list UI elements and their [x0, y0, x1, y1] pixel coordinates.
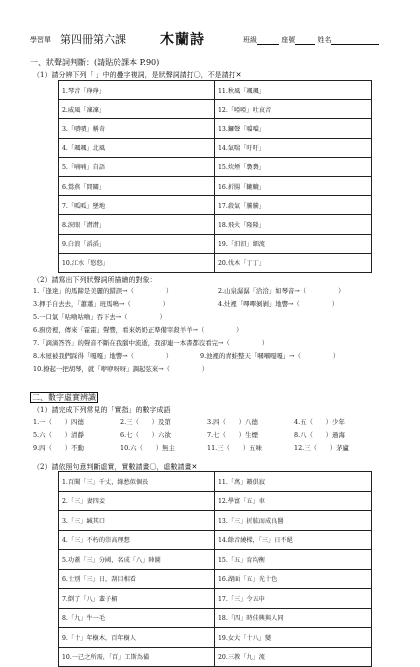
q2-line-4[interactable]: 4.灶裡「嗶嗶剝剝」地響→（ ）: [218, 300, 339, 308]
section2-q1-instruction: （1）請完成下列常見的「實指」的數字成語: [33, 406, 171, 414]
section1-row: [59, 234, 372, 253]
q2-line-6[interactable]: 6.廚房裡，傳來「霍霍」聲響，看來奶奶正準備宰殺羊羊→（ ）: [33, 326, 243, 334]
section1-item[interactable]: 20.伐木「丁丁」: [215, 253, 372, 272]
section1-row: [59, 157, 372, 176]
section1-row: [59, 81, 372, 100]
section2-item[interactable]: 6.士別「三」日，刮目相看: [59, 569, 215, 589]
q2-line-10[interactable]: 10.撩起一把胡琴，就「咿咿呀呀」調起弦來→（ ）: [33, 365, 209, 373]
section1-table: [58, 80, 372, 273]
section1-item[interactable]: 5.「喃喃」自語: [59, 157, 215, 176]
idiom-item[interactable]: 3.四（ ）八德: [207, 418, 258, 426]
section2-item[interactable]: 1.百聞「三」千丈，緣愁似個長: [59, 472, 215, 492]
section1-item[interactable]: 15.炊煙「裊裊」: [215, 157, 372, 176]
section1-item[interactable]: 1.琴音「琤琤」: [59, 81, 215, 100]
section1-item[interactable]: 12.「啞啞」吐哀音: [215, 100, 372, 119]
idiom-item[interactable]: 12.三（ ）茅廬: [294, 444, 349, 452]
section2-row: [59, 491, 372, 511]
section2-row: [59, 511, 372, 531]
section2-item[interactable]: 18.「四」時佳興與人同: [215, 608, 372, 628]
section1-row: [59, 253, 372, 272]
idiom-item[interactable]: 8.八（ ）過海: [294, 431, 345, 439]
seat-blank[interactable]: [295, 37, 315, 45]
worksheet-label: 學習單: [30, 36, 51, 44]
lesson-title: 木蘭詩: [160, 32, 205, 48]
idiom-item[interactable]: 10.六（ ）無主: [120, 444, 175, 452]
section1-q2-instruction: （2）請寫出下列狀聲詞所描繪的對象：: [33, 276, 157, 284]
section2-title: [30, 392, 98, 403]
section1-item[interactable]: 9.白浪「滔滔」: [59, 234, 215, 253]
name-label: 姓名: [317, 36, 332, 44]
idiom-item[interactable]: 2.三（ ）及第: [120, 418, 171, 426]
idiom-item[interactable]: 1.一（ ）四德: [33, 418, 84, 426]
section1-item[interactable]: 16.折腸「轆轆」: [215, 176, 372, 195]
section1-item[interactable]: 10.江水「悠悠」: [59, 253, 215, 272]
section2-item[interactable]: 5.功蓋「三」分國，名成「八」陣圖: [59, 550, 215, 570]
section2-item[interactable]: 13.「三」折肱而成良醫: [215, 511, 372, 531]
q2-line-1[interactable]: 1.「逢達」的馬蹄是美麗的錯誤→（ ）: [33, 287, 173, 295]
section1-q1-instruction: （1）請分辨下列「 」中的疊字複詞，是狀聲詞請打〇，不是請打✕: [33, 71, 242, 79]
section1-row: [59, 100, 372, 119]
section2-row: [59, 647, 372, 667]
section1-item[interactable]: 19.「汨汨」細流: [215, 234, 372, 253]
idiom-item[interactable]: 11.三（ ）五味: [207, 444, 262, 452]
q2-line-8[interactable]: 8.木屋被我們踩得「嘎嘎」地響→（ ）: [33, 352, 173, 360]
section1-row: [59, 176, 372, 195]
class-blank[interactable]: [257, 37, 279, 45]
course-title: 第四冊第六課: [60, 33, 126, 46]
section1-item[interactable]: 17.殺氣「騰騰」: [215, 196, 372, 215]
section1-item[interactable]: 6.鶯燕「間關」: [59, 176, 215, 195]
section1-item[interactable]: 11.秋風「颯颯」: [215, 81, 372, 100]
section2-item[interactable]: 4.「三」不朽的崇高理想: [59, 530, 215, 550]
section1-item[interactable]: 4.「颯颯」北風: [59, 138, 215, 157]
section2-title-text: 二、數字虛實辨識: [32, 393, 96, 402]
section2-item[interactable]: 7.倒了「八」輩子楣: [59, 589, 215, 609]
section2-item[interactable]: 19.女大「十八」變: [215, 628, 372, 648]
section2-item[interactable]: 2.「三」妻四妾: [59, 491, 215, 511]
section2-item[interactable]: 17.「三」令五申: [215, 589, 372, 609]
section2-item[interactable]: 3.「三」緘其口: [59, 511, 215, 531]
section2-item[interactable]: 11.「萬」籟俱寂: [215, 472, 372, 492]
q2-line-9[interactable]: 9.池裡的青蛙整天「嘓嘓嘎嘎」→（ ）: [200, 352, 340, 360]
section1-item[interactable]: 18.飛火「隆隆」: [215, 215, 372, 234]
q2-line-5[interactable]: 5.一口氣「咕嚕咕嚕」吞下去→（ ）: [33, 313, 166, 321]
class-field[interactable]: [243, 35, 379, 45]
section1-item[interactable]: 14.氣喘「吁吁」: [215, 138, 372, 157]
q2-line-3[interactable]: 3.揮手自去去，「蕭蕭」班馬鳴→（ ）: [33, 300, 170, 308]
section1-item[interactable]: 7.「呱呱」墜地: [59, 196, 215, 215]
section2-item[interactable]: 16.湖面「五」光十色: [215, 569, 372, 589]
section2-item[interactable]: 12.學富「五」車: [215, 491, 372, 511]
section2-item[interactable]: 9.「十」年樹木，百年樹人: [59, 628, 215, 648]
section2-row: [59, 628, 372, 648]
idiom-item[interactable]: 5.六（ ）清靜: [33, 431, 84, 439]
section1-row: [59, 196, 372, 215]
idiom-item[interactable]: 7.七（ ）生煙: [207, 431, 258, 439]
section2-row: [59, 608, 372, 628]
section1-row: [59, 215, 372, 234]
idiom-item[interactable]: 6.七（ ）六欲: [120, 431, 171, 439]
section2-row: [59, 472, 372, 492]
section1-item[interactable]: 13.鑼聲「噹噹」: [215, 119, 372, 138]
idiom-item[interactable]: 9.四（ ）不動: [33, 444, 84, 452]
section1-item[interactable]: 2.威風「凜凜」: [59, 100, 215, 119]
q2-line-2[interactable]: 2.山泉潺潺「洽洽」如琴音→（ ）: [218, 287, 345, 295]
section2-item[interactable]: 10.一己之所需，「百」工斯為備: [59, 647, 215, 667]
section1-row: [59, 138, 372, 157]
section1-row: [59, 119, 372, 138]
section2-item[interactable]: 20.三教「九」流: [215, 647, 372, 667]
section2-item[interactable]: 14.餘音繞樑，「三」日不絕: [215, 530, 372, 550]
section1-item[interactable]: 8.淚眼「潸潸」: [59, 215, 215, 234]
section2-row: [59, 589, 372, 609]
section2-row: [59, 530, 372, 550]
section2-item[interactable]: 15.「五」育均衡: [215, 550, 372, 570]
name-blank[interactable]: [331, 37, 379, 45]
section1-item[interactable]: 3.「嘖嘖」稱奇: [59, 119, 215, 138]
section2-q2-instruction: （2）請依照句意判斷虛實，實數請畫〇，虛數請畫✕: [33, 463, 198, 471]
section2-table: [58, 471, 372, 667]
section2-row: [59, 550, 372, 570]
section1-title: 一、狀聲詞判斷：(請貼於課本 P.90): [30, 58, 160, 67]
q2-line-7[interactable]: 7.「滴滴答答」的聲音不斷在我腦中流逝，我卻連一本書都沒看完→（ ）: [33, 339, 269, 347]
class-label: 班級: [243, 36, 257, 44]
section2-item[interactable]: 8.「九」牛一毛: [59, 608, 215, 628]
seat-label: 座號: [281, 36, 296, 44]
idiom-item[interactable]: 4.五（ ）少年: [294, 418, 345, 426]
section2-row: [59, 569, 372, 589]
